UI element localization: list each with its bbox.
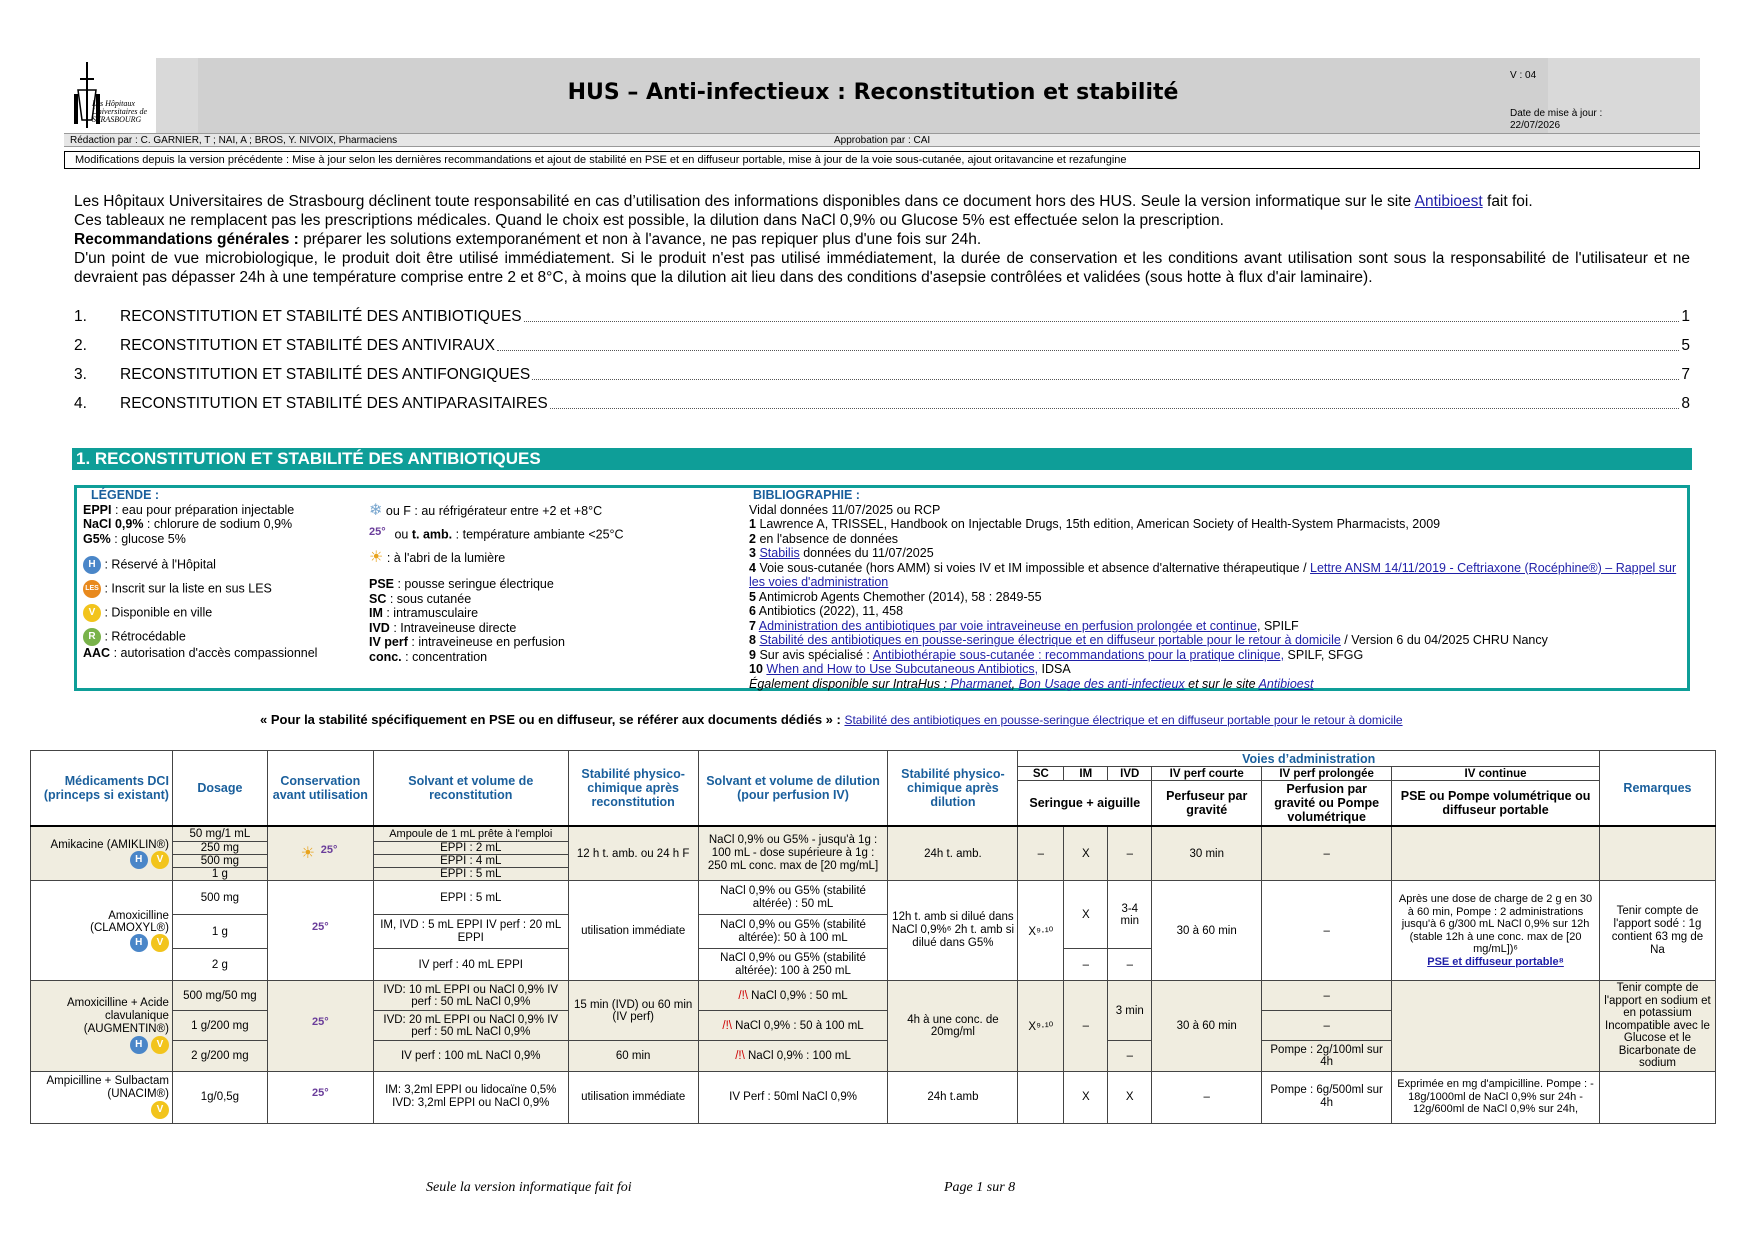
sc-recommendations-link[interactable]: Antibiothérapie sous-cutanée : recommandations pour la pratique clinique,	[872, 647, 1285, 662]
table-row: Amikacine (AMIKLIN®) H V 50 mg/1 mL ☀ 25° Ampoule de 1 mL prête à l'emploi 12 h t. amb. ou 24 h F NaCl 0,9% ou G5% - jusqu'à 1g : 100 mL - dose supérieure à 1g : 250 mL conc. max de [20 mg/mL] 24h t. amb. – X – 30 min –	[31, 826, 1716, 842]
hospital-badge-icon: H	[130, 851, 148, 869]
thermometer-icon: 25°	[312, 1015, 329, 1028]
hospital-badge-icon: H	[130, 1036, 148, 1054]
thermometer-icon: 25°	[312, 1087, 329, 1099]
pse-diffuseur-link[interactable]: PSE et diffuseur portable⁸	[1427, 955, 1564, 968]
intro-paragraph: Les Hôpitaux Universitaires de Strasbourg déclinent toute responsabilité en cas d’utilisation des informations disponibles dans ce document hors des HUS. Seule la version informatique sur le site Antibioest fait foi.	[74, 193, 1533, 210]
ville-badge-icon: V	[151, 1036, 169, 1054]
intro-paragraph: Ces tableaux ne remplacent pas les prescriptions médicales. Quand le choix est possible, la dilution dans NaCl 0,9% ou Glucose 5% est effectuée selon la prescription.	[74, 212, 1224, 229]
thermometer-icon: 25°	[320, 844, 338, 857]
col-header-gravity: Perfuseur par gravité	[1152, 781, 1262, 827]
col-header-pse: PSE ou Pompe volumétrique ou diffuseur portable	[1392, 781, 1600, 827]
section-title-antibiotiques: 1. RECONSTITUTION ET STABILITÉ DES ANTIBIOTIQUES	[72, 448, 1692, 470]
redaction-label: Rédaction par : C. GARNIER, T ; NAI, A ; BROS, Y. NIVOIX, Pharmaciens	[70, 135, 398, 146]
col-header-dosage: Dosage	[172, 751, 267, 827]
spilf-perfusion-link[interactable]: Administration des antibiotiques par voie intraveineuse en perfusion prolongée et continue	[758, 618, 1257, 633]
ville-badge-icon: V	[151, 934, 169, 952]
page-title: HUS – Anti-infectieux : Reconstitution et stabilité	[567, 80, 1179, 105]
drug-amoxicilline: Amoxicilline (CLAMOXYL®) H V	[31, 881, 173, 981]
conservation-cell	[267, 981, 373, 1072]
table-row: Amoxicilline (CLAMOXYL®) H V 500 mg 25° EPPI : 5 mL utilisation immédiate NaCl 0,9% ou G5% (stabilité altérée) : 50 mL 12h t. amb si dilué dans NaCl 0,9%⁶ 2h t. amb si dilué dans G5% X⁹·¹⁰ X 3-4 min 30 à 60 min – Après une dose de charge de 2 g en 30 à 60 min, Pompe : 2 administrations jusqu'à 6 g/300 mL NaCl 0,9% sur 12h (stable 12h à une conc. max de [20 mg/mL])⁶ PSE et diffuseur portable⁸ Tenir compte de l'apport sodé : 1g contient 63 mg de Na	[31, 881, 1716, 915]
table-of-contents	[74, 306, 1690, 416]
update-date-label: Date de mise à jour :	[1510, 108, 1603, 119]
col-header-remarks: Remarques	[1599, 751, 1715, 827]
col-header-im: IM	[1064, 767, 1108, 781]
hospital-badge-icon: H	[130, 934, 148, 952]
intro-paragraph: D'un point de vue microbiologique, le produit doit être utilisé immédiatement. Si le produit n'est pas utilisé immédiatement, la durée de conservation et les conditions avant utilisation sont sous la responsabilité de l'utilisateur et ne devraient pas dépasser 24h à une température comprise entre 2 et 8°C, à moins que la dilution ait lieu dans des conditions d'asepsie contrôlées et validées (sous hotte à flux d'air laminaire).	[74, 250, 1690, 286]
col-header-iv-prolongee: IV perf prolongée	[1262, 767, 1392, 781]
col-header-iv-continue: IV continue	[1392, 767, 1600, 781]
ville-badge-icon: V	[151, 851, 169, 869]
version-label: V : 04	[1510, 70, 1537, 81]
col-header-solvent: Solvant et volume de reconstitution	[373, 751, 568, 827]
col-header-iv-courte: IV perf courte	[1152, 767, 1262, 781]
hospital-badge-icon: H	[83, 556, 101, 574]
bibliography: BIBLIOGRAPHIE : Vidal données 11/07/2025 ou RCP 1 Lawrence A, TRISSEL, Handbook on Injectable Drugs, 15th edition, American Society of Health-System Pharmacists, 2009 2 en l'absence de données 3 Stabilis données du 11/07/2025 4 Voie sous-cutanée (hors AMM) si voies IV et IM impossible et absence d'alternative thérapeutique / Lettre ANSM 14/11/2019 - Ceftriaxone (Rocéphine®) – Rappel sur les voies d'administration 5 Antimicrob Agents Chemother (2014), 58 : 2849-55 6 Antibiotics (2022), 11, 458 7 Administration des antibiotiques par voie intraveineuse en perfusion prolongée et continue, SPILF 8 Stabilité des antibiotiques en pousse-seringue électrique et en diffuseur portable pour le retour à domicile / Version 6 du 04/2025 CHRU Nancy 9 Sur avis spécialisé : Antibiothérapie sous-cutanée : recommandations pour la pratique clinique, SPILF, SFGG 10 When and How to Use Subcutaneous Antibiotics, IDSA Également disponible sur IntraHus : Pharmanet, Bon Usage des anti-infectieux et sur le site Antibioest	[749, 488, 1679, 691]
col-header-dilution: Solvant et volume de dilution (pour perfusion IV)	[698, 751, 888, 827]
col-header-syringe: Seringue + aiguille	[1018, 781, 1152, 827]
toc-item[interactable]: 2. RECONSTITUTION ET STABILITÉ DES ANTIVIRAUX 5	[74, 337, 1690, 354]
sun-crossed-icon: ☀	[300, 844, 315, 862]
col-header-routes: Voies d’administration	[1018, 751, 1600, 767]
ansm-letter-link[interactable]: Lettre ANSM 14/11/2019 - Ceftriaxone (Rocéphine®) – Rappel sur les voies d'administration	[749, 560, 1677, 589]
pharmanet-link[interactable]: Pharmanet	[950, 676, 1012, 691]
retrocedable-badge-icon: R	[83, 628, 101, 646]
conservation-cell	[267, 881, 373, 981]
bon-usage-link[interactable]: Bon Usage des anti-infectieux	[1018, 676, 1185, 691]
drug-ampicilline-sulbactam: Ampicilline + Sulbactam (UNACIM®) V	[31, 1071, 173, 1123]
legend-column-2: ❄ ou F : au réfrigérateur entre +2 et +8°C 25° ou t. amb. : température ambiante <25°C ☀ : à l'abri de la lumière PSE : pousse seringue électrique SC : sous cutanée IM : intramusculaire IVD : Intraveineuse directe IV perf : intraveineuse en perfusion conc. : concentration	[369, 502, 624, 664]
pse-note: « Pour la stabilité spécifiquement en PSE ou en diffuseur, se référer aux documents dédiés » : Stabilité des antibiotiques en pousse-seringue électrique et en diffuseur portable pour le retour à domicile	[260, 712, 1403, 727]
antibioest-link-2[interactable]: Antibioest	[1258, 676, 1314, 691]
col-header-stability: Stabilité physico-chimique après reconstitution	[568, 751, 698, 827]
stabilis-link[interactable]: Stabilis	[759, 546, 800, 560]
page-number: Page 1 sur 8	[944, 1180, 1016, 1195]
les-badge-icon: LES	[83, 580, 101, 598]
col-header-stability-dilution: Stabilité physico-chimique après dilution	[888, 751, 1018, 827]
document-header	[64, 58, 1700, 148]
warning-icon: /!\	[722, 1019, 732, 1032]
pse-stability-link[interactable]: Stabilité des antibiotiques en pousse-seringue électrique et en diffuseur portable pour le retour à domicile	[759, 633, 1341, 647]
legend-box	[74, 485, 1690, 691]
toc-item[interactable]: 3. RECONSTITUTION ET STABILITÉ DES ANTIFONGIQUES 7	[74, 366, 1690, 383]
intro-text	[74, 192, 1690, 287]
authors-row	[64, 133, 1700, 147]
pse-document-link[interactable]: Stabilité des antibiotiques en pousse-seringue électrique et en diffuseur portable pour le retour à domicile	[844, 713, 1403, 727]
approbation-label: Approbation par : CAI	[834, 135, 931, 146]
legend-title: LÉGENDE :	[91, 488, 160, 502]
intro-recommendations: Recommandations générales : préparer les solutions extemporanément et non à l'avance, ne pas repiquer plus d'une fois sur 24h.	[74, 231, 982, 248]
table-row: Ampicilline + Sulbactam (UNACIM®) V 1g/0,5g 25° IM: 3,2ml EPPI ou lidocaïne 0,5% IVD: 3,2ml EPPI ou NaCl 0,9% utilisation immédiate IV Perf : 50ml NaCl 0,9% 24h t.amb X X – Pompe : 6g/500ml sur 4h Exprimée en mg d'ampicilline. Pompe : - 18g/1000ml de NaCl 0,9% sur 24h - 12g/600ml de NaCl 0,9% sur 24h,	[31, 1071, 1716, 1123]
legend-column-1: LÉGENDE : EPPI : eau pour préparation injectable NaCl 0,9% : chlorure de sodium 0,9% G5% : glucose 5% H : Réservé à l'Hôpital LES : Inscrit sur la liste en sus LES V : Disponible en ville R : Rétrocédable AAC : autorisation d'accès compassionnel	[83, 488, 363, 661]
footer-note: Seule la version informatique fait foi	[426, 1180, 632, 1195]
toc-item[interactable]: 1. RECONSTITUTION ET STABILITÉ DES ANTIBIOTIQUES 1	[74, 308, 1690, 325]
conservation-cell	[267, 826, 373, 881]
bibliography-title: BIBLIOGRAPHIE :	[753, 488, 860, 502]
table-header-row	[31, 751, 1716, 767]
ville-badge-icon: V	[83, 604, 101, 622]
idsa-link[interactable]: When and How to Use Subcutaneous Antibiotics,	[766, 662, 1039, 676]
update-date-value: 22/07/2026	[1510, 120, 1561, 131]
logo-text: Les Hôpitaux Universitaires de STRASBOURG	[92, 99, 148, 124]
stability-table: Médicaments DCI (princeps si existant) Dosage Conservation avant utilisation Solvant et volume de reconstitution Stabilité physico-chimique après reconstitution Solvant et volume de dilution (pour perfusion IV) Stabilité physico-chimique après dilution Voies d’administration Remarques SC IM IVD IV perf courte IV perf prolongée IV continue Seringue + aiguille Perfuseur par gravité Perfusion par gravité ou Pompe volumétrique PSE ou Pompe volumétrique ou diffuseur portable Amikacine (AMIKLIN®) H V 50 mg/1 mL ☀ 25° Ampoule de 1 mL prête à l'emploi 12 h t. amb. ou 24 h F NaCl 0,9% ou G5% - jusqu'à 1g : 100 mL - dose supérieure à 1g : 250 mL conc. max de [20 mg/mL] 24h t. amb. – X – 30 min – 250 mg EPPI : 2 mL 500 mg EPPI : 4 mL 1 g EPPI : 5 mL Amoxicilline (CLAMOXYL®) H V 500 mg 25° EPPI : 5 mL utilisation immédiate NaCl 0,9% ou G5% (stabilité altérée) : 50 mL 12h t. amb si dilué dans NaCl 0,9%⁶ 2h t. amb si dilué dans G5% X⁹·¹⁰ X 3-4 min 30 à 60 min – Après une dose de charge de 2 g en 30 à 60 min, Pompe : 2 administrations jusqu'à 6 g/300 mL NaCl 0,9% sur 12h (stable 12h à une conc. max de [20 mg/mL])⁶ PSE et diffuseur portable⁸ Tenir compte de l'apport sodé : 1g contient 63 mg de Na 1 g IM, IVD : 5 mL EPPI IV perf : 20 mL EPPI NaCl 0,9% ou G5% (stabilité altérée): 50 à 100 mL 2 g IV perf : 40 mL EPPI NaCl 0,9% ou G5% (stabilité altérée): 100 à 250 mL – – Amoxicilline + Acide clavulanique (AUGMENTIN®) H V 500 mg/50 mg 25° IVD: 10 mL EPPI ou NaCl 0,9% IV perf : 50 mL NaCl 0,9% 15 min (IVD) ou 60 min (IV perf) /!\ NaCl 0,9% : 50 mL 4h à une conc. de 20mg/ml X⁹·¹⁰ – 3 min 30 à 60 min – Tenir compte de l'apport en sodium et en potassium Incompatible avec le Glucose et le Bicarbonate de sodium 1 g/200 mg IVD: 20 mL EPPI ou NaCl 0,9% IV perf : 50 mL NaCl 0,9% /!\ NaCl 0,9% : 50 à 100 mL – 2 g/200 mg IV perf : 100 mL NaCl 0,9% 60 min /!\ NaCl 0,9% : 100 mL – Pompe : 2g/100ml sur 4h Ampicilline + Sulbactam (UNACIM®) V 1g/0,5g 25° IM: 3,2ml EPPI ou lidocaïne 0,5% IVD: 3,2ml EPPI ou NaCl 0,9% utilisation immédiate IV Perf : 50ml NaCl 0,9% 24h t.amb X X – Pompe : 6g/500ml sur 4h Exprimée en mg d'ampicilline. Pompe : - 18g/1000ml de NaCl 0,9% sur 24h - 12g/600ml de NaCl 0,9% sur 24h,	[30, 750, 1716, 1124]
hus-logo	[64, 58, 156, 133]
modifications-note: Modifications depuis la version précédente : Mise à jour selon les dernières recommandations et ajout de stabilité en PSE et en diffuseur portable, mise à jour de la voie sous-cutanée, ajout oritavancine et rezafungine	[64, 151, 1700, 169]
col-header-ivd: IVD	[1108, 767, 1152, 781]
thermometer-icon: 25°	[312, 920, 329, 933]
drug-augmentin: Amoxicilline + Acide clavulanique (AUGMENTIN®) H V	[31, 981, 173, 1072]
table-row: Amoxicilline + Acide clavulanique (AUGMENTIN®) H V 500 mg/50 mg 25° IVD: 10 mL EPPI ou NaCl 0,9% IV perf : 50 mL NaCl 0,9% 15 min (IVD) ou 60 min (IV perf) /!\ NaCl 0,9% : 50 mL 4h à une conc. de 20mg/ml X⁹·¹⁰ – 3 min 30 à 60 min – Tenir compte de l'apport en sodium et en potassium Incompatible avec le Glucose et le Bicarbonate de sodium	[31, 981, 1716, 1011]
toc-item[interactable]: 4. RECONSTITUTION ET STABILITÉ DES ANTIPARASITAIRES 8	[74, 395, 1690, 412]
snowflake-icon: ❄	[369, 502, 383, 519]
antibioest-link[interactable]: Antibioest	[1414, 193, 1483, 210]
col-header-drug: Médicaments DCI (princeps si existant)	[31, 751, 173, 827]
warning-icon: /!\	[738, 989, 748, 1002]
col-header-sc: SC	[1018, 767, 1064, 781]
thermometer-icon: 25°	[369, 525, 386, 538]
ville-badge-icon: V	[151, 1101, 169, 1119]
warning-icon: /!\	[735, 1049, 745, 1062]
drug-amikacine: Amikacine (AMIKLIN®) H V	[31, 826, 173, 881]
col-header-gravity-pump: Perfusion par gravité ou Pompe volumétrique	[1262, 781, 1392, 827]
conservation-cell	[267, 1071, 373, 1123]
col-header-conservation: Conservation avant utilisation	[267, 751, 373, 827]
update-date-block	[1510, 108, 1602, 132]
sun-crossed-icon: ☀	[369, 548, 384, 566]
